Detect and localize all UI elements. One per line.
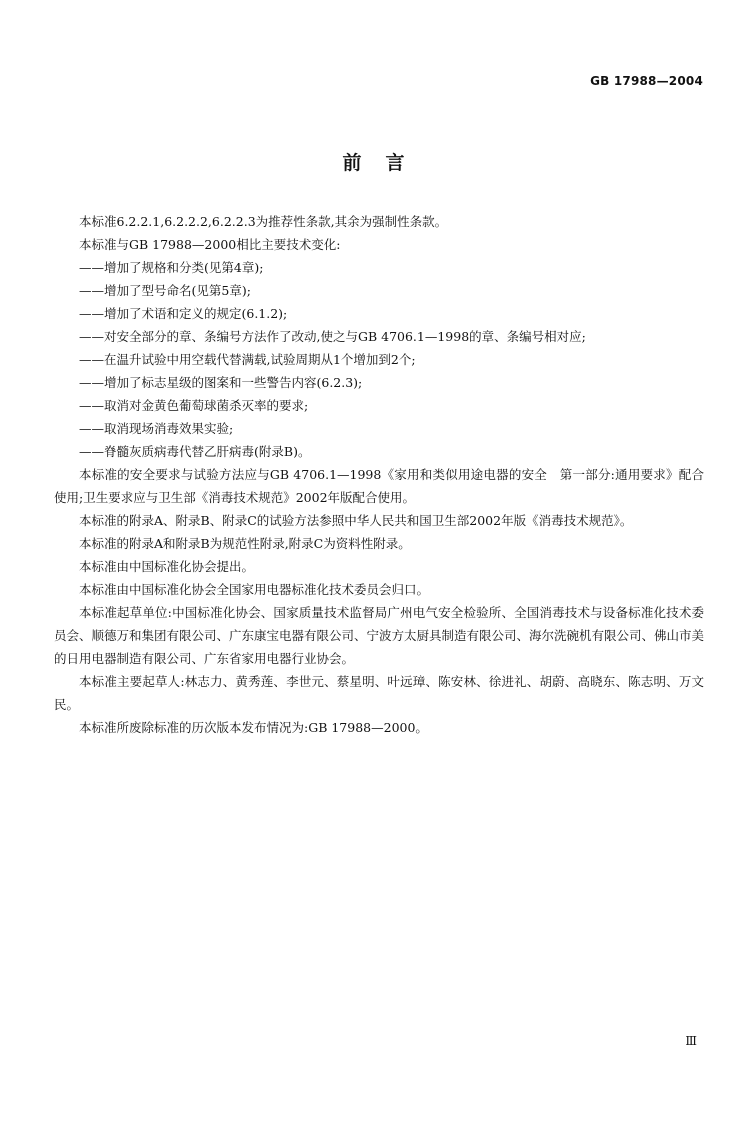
paragraph-annex-methods: 本标准的附录A、附录B、附录C的试验方法参照中华人民共和国卫生部2002年版《消毒技术规范》。 <box>79 513 633 528</box>
paragraph-drafting-units: 本标准起草单位:中国标准化协会、国家质量技术监督局广州电气安全检验所、全国消毒技术与设备标准化技术委员会、顺德万和集团有限公司、广东康宝电器有限公司、宁波方太厨具制造有限公司、海尔洗碗机有限公司、佛山市美的日用电器制造有限公司、广东省家用电器行业协会。 <box>54 605 705 666</box>
paragraph-superseded-editions: 本标准所废除标准的历次版本发布情况为:GB 17988—2000。 <box>79 720 428 735</box>
paragraph-changes-intro: 本标准与GB 17988—2000相比主要技术变化: <box>79 237 341 252</box>
document-code: GB 17988—2004 <box>590 74 703 88</box>
list-item-change: ——取消对金黄色葡萄球菌杀灭率的要求; <box>79 398 309 413</box>
page-title: 前言 <box>342 152 429 174</box>
list-item-change: ——增加了术语和定义的规定(6.1.2); <box>79 306 288 321</box>
foreword-body <box>54 210 704 739</box>
list-item-change: ——增加了规格和分类(见第4章); <box>79 260 264 275</box>
paragraph-proposer: 本标准由中国标准化协会提出。 <box>79 559 255 574</box>
paragraph-clause-scope: 本标准6.2.2.1,6.2.2.2,6.2.2.3为推荐性条款,其余为强制性条款。 <box>79 214 448 229</box>
paragraph-administrator: 本标准由中国标准化协会全国家用电器标准化技术委员会归口。 <box>79 582 430 597</box>
paragraph-annex-types: 本标准的附录A和附录B为规范性附录,附录C为资料性附录。 <box>79 536 411 551</box>
paragraph-drafters: 本标准主要起草人:林志力、黄秀莲、李世元、蔡星明、叶远璋、陈安林、徐进礼、胡蔚、高晓东、陈志明、万文民。 <box>54 674 704 712</box>
list-item-change: ——增加了型号命名(见第5章); <box>79 283 251 298</box>
list-item-change: ——增加了标志星级的图案和一些警告内容(6.2.3); <box>79 375 363 390</box>
list-item-change: ——在温升试验中用空载代替满载,试验周期从1个增加到2个; <box>79 352 416 367</box>
paragraph-related-standards: 本标准的安全要求与试验方法应与GB 4706.1—1998《家用和类似用途电器的安全 第一部分:通用要求》配合使用;卫生要求应与卫生部《消毒技术规范》2002年版配合使用。 <box>54 467 704 505</box>
list-item-change: ——取消现场消毒效果实验; <box>79 421 234 436</box>
list-item-change: ——脊髓灰质病毒代替乙肝病毒(附录B)。 <box>79 444 311 459</box>
page-number: Ⅲ <box>685 1034 697 1048</box>
list-item-change: ——对安全部分的章、条编号方法作了改动,使之与GB 4706.1—1998的章、条编号相对应; <box>79 329 586 344</box>
